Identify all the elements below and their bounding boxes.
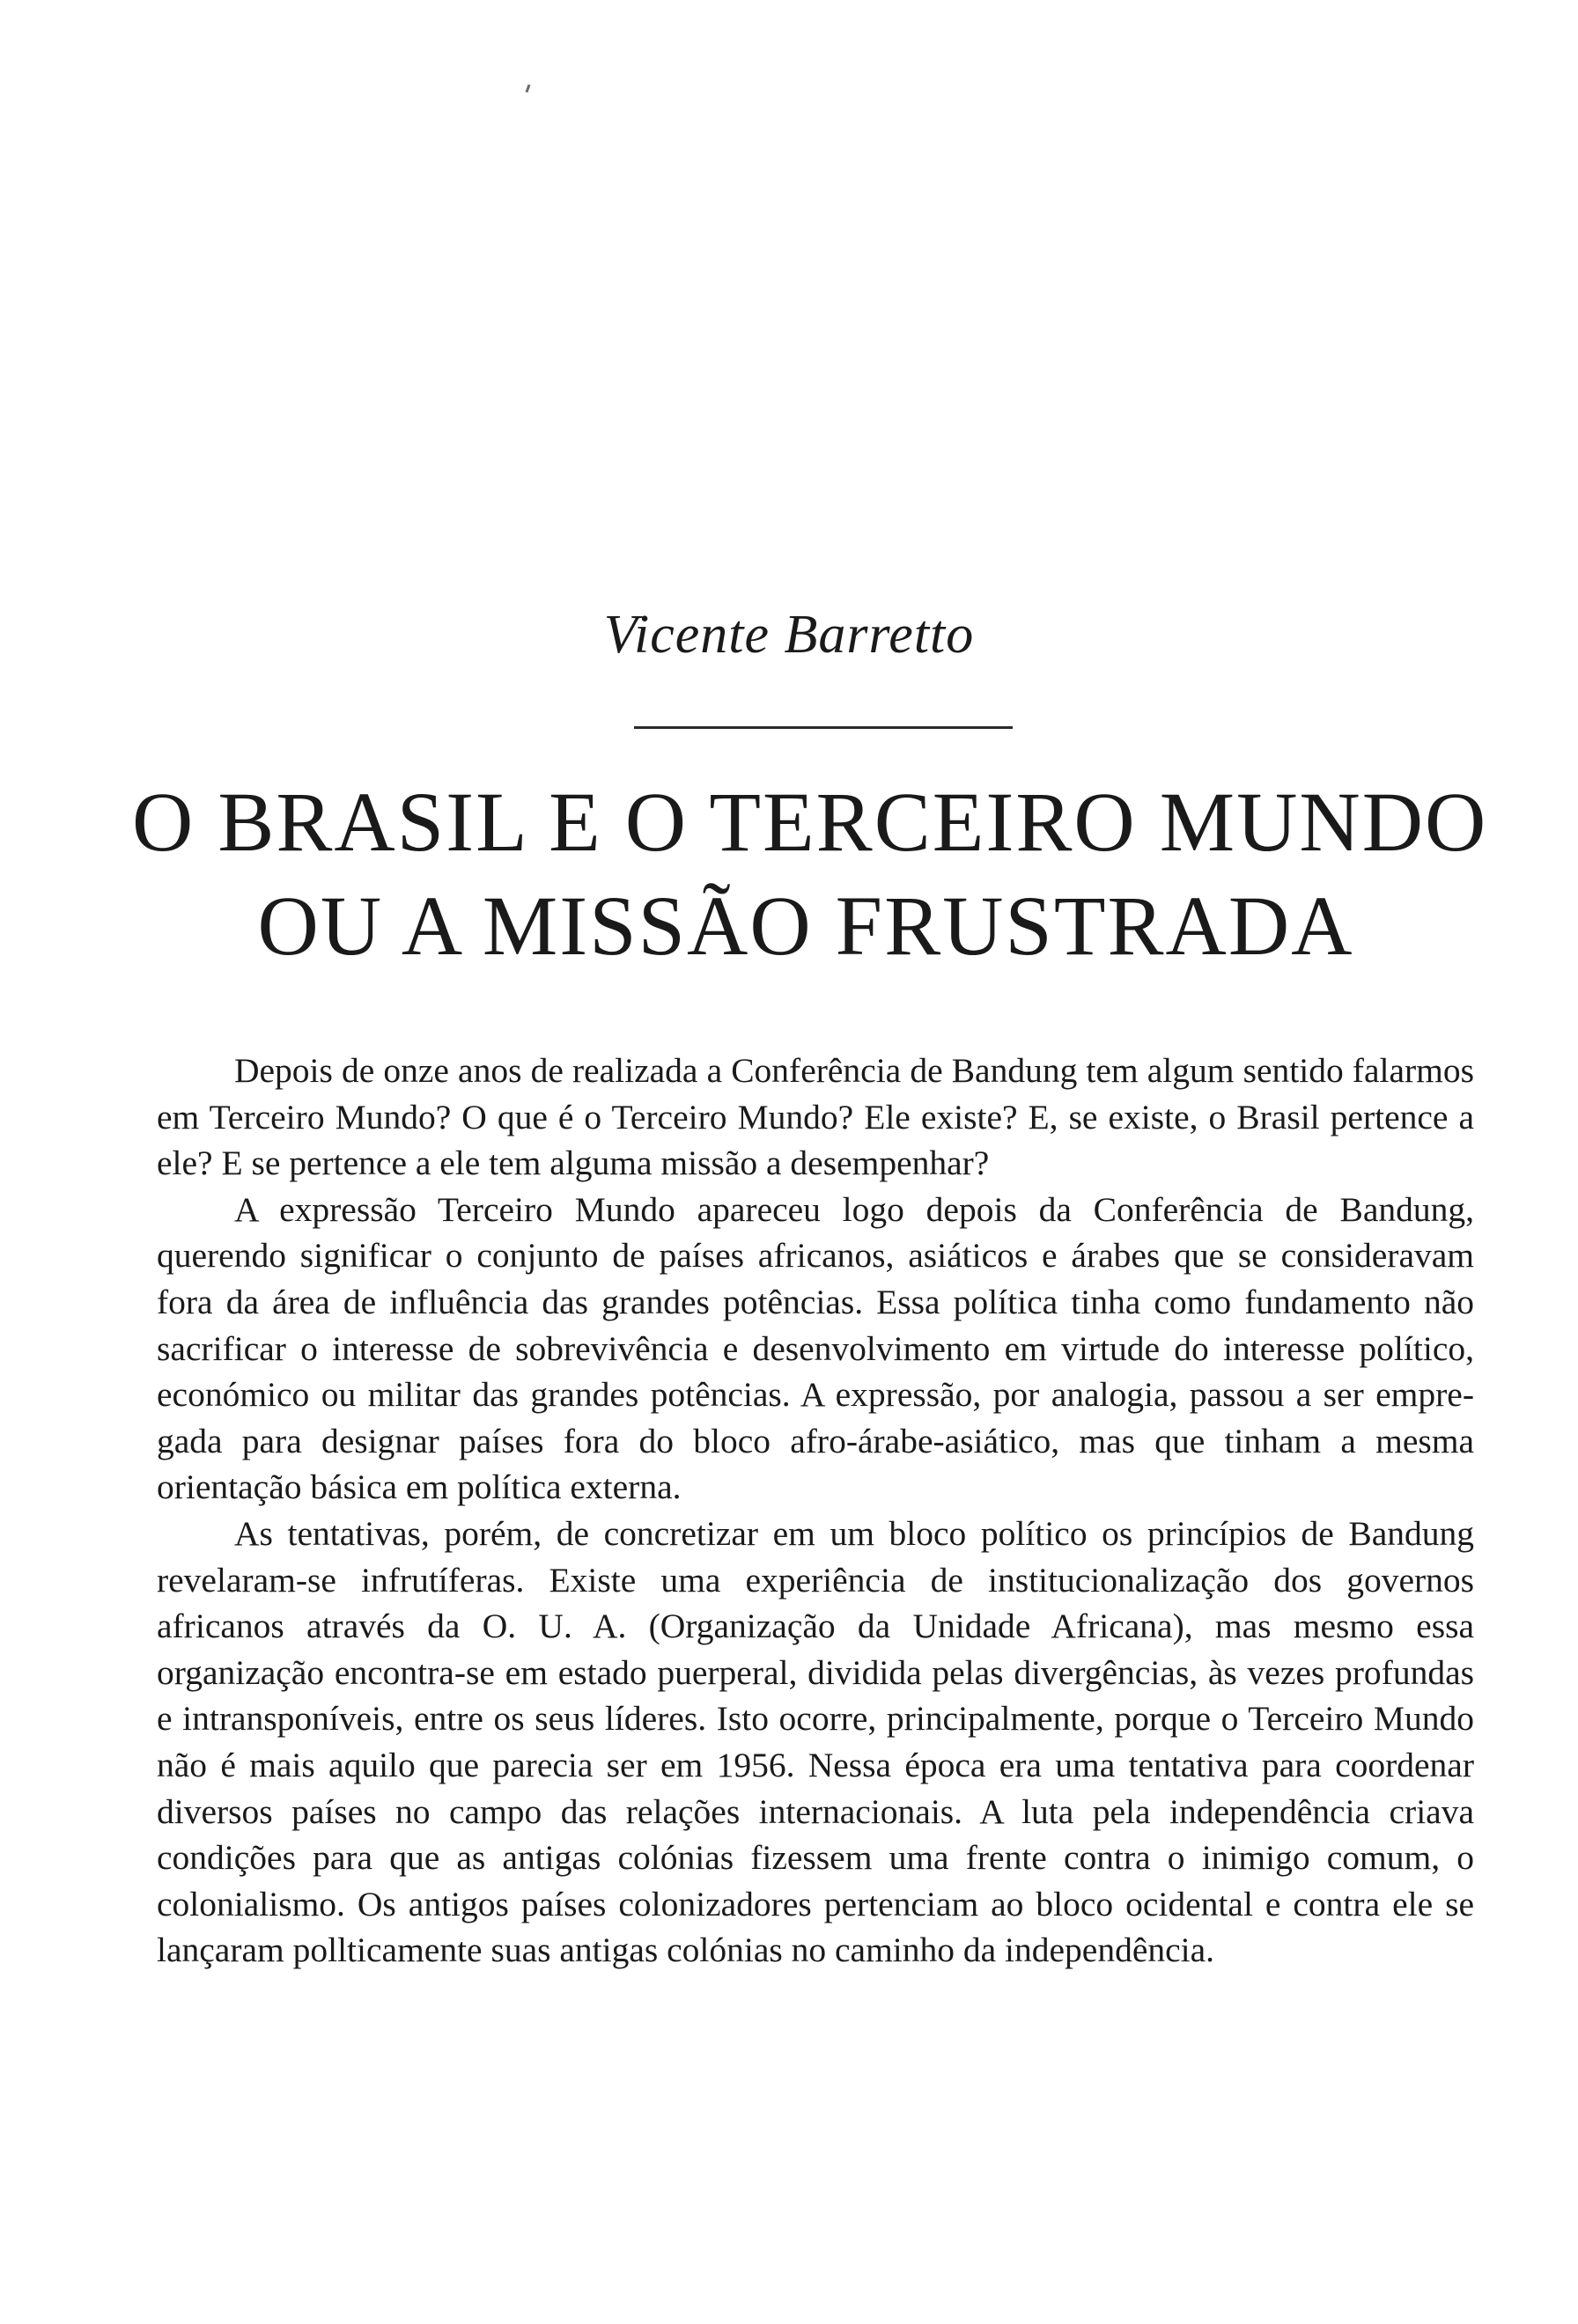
- article-body: [157, 1048, 1474, 1974]
- title-divider-rule: [634, 726, 1013, 729]
- title-line-2: OU A MISSÃO FRUSTRADA: [257, 879, 1354, 973]
- title-line-1: O BRASIL E O TERCEIRO MUNDO: [132, 775, 1488, 869]
- body-paragraph-3: As tentativas, porém, de concretizar em um bloco político os princípios de Bandung revelaram-se infrutíferas. Existe uma experiência de institucionalização dos governos africanos através da O. U. A. (Organização da Unidade Africana), mas mesmo essa organização encontra-se em estado puerperal, dividida pelas divergências, às vezes profundas e intransponíveis, entre os seus líderes. Isto ocorre, principalmente, porque o Terceiro Mundo não é mais aquilo que parecia ser em 1956. Nessa época era uma tentativa para coordenar diversos países no campo das relações internacionais. A luta pela independência criava condições para que as antigas colónias fizessem uma frente contra o inimigo comum, o colonialismo. Os antigos países colonizadores pertenciam ao bloco ocidental e contra ele se lançaram pollticamente suas antigas colónias no caminho da independência.: [157, 1513, 1474, 1970]
- author-name: Vicente Barretto: [603, 605, 975, 665]
- article-title: [132, 770, 1488, 978]
- body-paragraph-2: A expressão Terceiro Mundo apareceu logo depois da Conferência de Bandung, querendo significar o conjunto de países africanos, asiáticos e árabes que se consideravam fora da área de influência das grandes potências. Essa política tinha como fundamento não sacrificar o interesse de sobrevivência e desenvolvimento em virtude do interesse político, económico ou militar das grandes potências. A expressão, por analogia, passou a ser empregada para designar países fora do bloco afro-árabe-asiático, mas que tinham a mesma orientação básica em política externa.: [157, 1189, 1474, 1507]
- body-paragraph-1: Depois de onze anos de realizada a Conferência de Bandung tem algum sentido falarmos em Terceiro Mundo? O que é o Terceiro Mundo? Ele existe? E, se existe, o Brasil pertence a ele? E se pertence a ele tem alguma missão a desempenhar?: [157, 1051, 1474, 1183]
- scan-speck-mark: [526, 85, 531, 92]
